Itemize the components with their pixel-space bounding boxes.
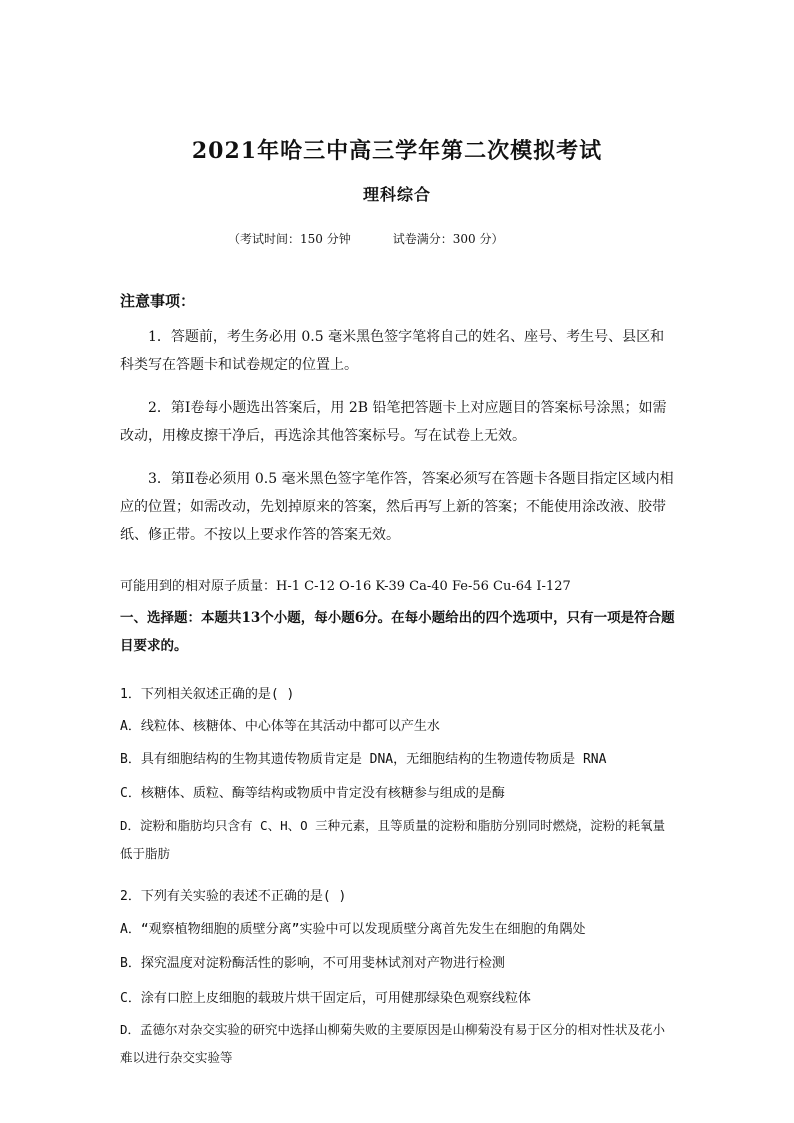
notice-item: 1．答题前，考生务必用 0.5 毫米黑色签字笔将自己的姓名、座号、考生号、县区和科类写在答题卡和试卷规定的位置上。 bbox=[120, 329, 665, 373]
atomic-masses: 可能用到的相对原子质量：H-1 C-12 O-16 K-39 Ca-40 Fe-56 Cu-64 I-127 bbox=[120, 579, 571, 594]
question-option: D．孟德尔对杂交实验的研究中选择山柳菊失败的主要原因是山柳菊没有易于区分的相对性状及花小难以进行杂交实验等 bbox=[120, 1022, 666, 1065]
exam-time: （考试时间：150 分钟 bbox=[228, 232, 351, 246]
question-option: C．核糖体、质粒、酶等结构或物质中肯定没有核糖参与组成的是酶 bbox=[120, 786, 505, 801]
question-option: A．“观察植物细胞的质壁分离”实验中可以发现质壁分离首先发生在细胞的角隅处 bbox=[120, 922, 586, 937]
notice-heading: 注意事项： bbox=[120, 292, 196, 310]
question-option: C．涂有口腔上皮细胞的载玻片烘干固定后，可用健那绿染色观察线粒体 bbox=[120, 991, 531, 1006]
notice-item: 2．第Ⅰ卷每小题选出答案后，用 2B 铅笔把答题卡上对应题目的答案标号涂黑；如需改动，用橡皮擦干净后，再选涂其他答案标号。写在试卷上无效。 bbox=[120, 400, 667, 444]
exam-subtitle: 理科综合 bbox=[362, 185, 431, 204]
question-option: B．探究温度对淀粉酶活性的影响，不可用斐林试剂对产物进行检测 bbox=[120, 956, 505, 971]
exam-title: 2021年哈三中高三学年第二次模拟考试 bbox=[191, 138, 603, 164]
notice-item: 3．第Ⅱ卷必须用 0.5 毫米黑色签字笔作答，答案必须写在答题卡各题目指定区域内相应的位置；如需改动，先划掉原来的答案，然后再写上新的答案；不能使用涂改液、胶带纸、修正带。不按以上要求作答的答案无效。 bbox=[120, 471, 674, 543]
exam-score: 试卷满分：300 分） bbox=[392, 232, 504, 246]
question-option: A．线粒体、核糖体、中心体等在其活动中都可以产生水 bbox=[120, 719, 440, 734]
question-stem: 2．下列有关实验的表述不正确的是( ) bbox=[120, 889, 347, 904]
question-option: D．淀粉和脂肪均只含有 C、H、O 三种元素，且等质量的淀粉和脂肪分别同时燃烧，淀粉的耗氧量低于脂肪 bbox=[120, 818, 666, 861]
exam-info bbox=[228, 230, 503, 247]
question-stem: 1．下列相关叙述正确的是( ) bbox=[120, 687, 295, 702]
question-option: B．具有细胞结构的生物其遗传物质肯定是 DNA，无细胞结构的生物遗传物质是 RNA bbox=[120, 752, 607, 767]
section-header: 一、选择题：本题共13个小题，每小题6分。在每小题给出的四个选项中，只有一项是符合题目要求的。 bbox=[120, 610, 675, 654]
